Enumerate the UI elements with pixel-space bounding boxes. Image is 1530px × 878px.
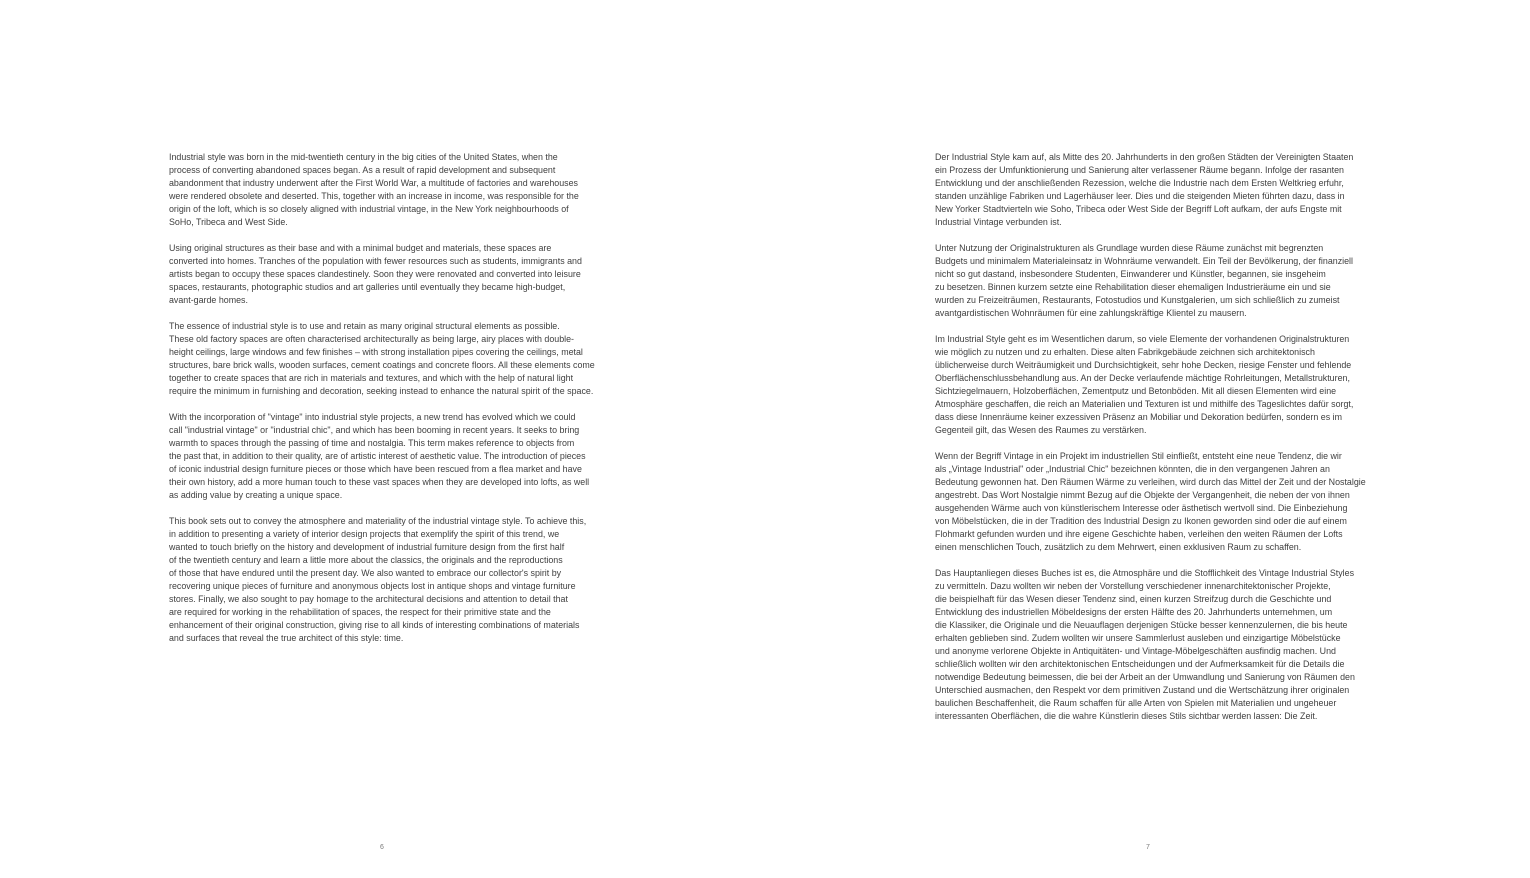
english-text-column [169, 151, 597, 658]
paragraph: Using original structures as their base and with a minimal budget and materials, these spaces are converted into homes. Tranches of the population with fewer resources such as students, immigrants and artists began to occupy these spaces clandestinely. Soon they were renovated and converted into leisure spaces, restaurants, photographic studios and art galleries until eventually they became high-budget, avant-garde homes. [169, 243, 582, 305]
paragraph: With the incorporation of "vintage" into industrial style projects, a new trend has evolved which we could call "industrial vintage" or "industrial chic", and which has been booming in recent years. It seeks to bring warmth to spaces through the passing of time and nostalgia. This term makes reference to objects from the past that, in addition to their quality, are of artistic interest of aesthetic value. The introduction of pieces of iconic industrial design furniture pieces or those which have been rescued from a flea market and have their own history, add a more human touch to these vast spaces when they are developed into lofts, as well as adding value by creating a unique space. [169, 412, 590, 500]
paragraph: The essence of industrial style is to use and retain as many original structural elements as possible. These old factory spaces are often characterised architecturally as being large, airy places with double- height ceilings, large windows and few finishes – with strong installation pipes covering the ceilings, metal structures, bare brick walls, wooden surfaces, cement coatings and concrete floors. All these elements come together to create spaces that are rich in materials and textures, and which with the help of natural light require the minimum in furnishing and decoration, seeking instead to enhance the natural spirit of the space. [169, 321, 595, 396]
paragraph: Unter Nutzung der Originalstrukturen als Grundlage wurden diese Räume zunächst mit begrenzten Budgets und minimalem Materialeinsatz in Wohnräume verwandelt. Ein Teil der Bevölkerung, der finanziell nicht so gut dastand, insbesondere Studenten, Einwanderer und Künstler, begannen, sie insgeheim zu besetzen. Binnen kurzem setzte eine Rehabilitation dieser ehemaligen Industrieräume ein und sie wurden zu Freizeiträumen, Restaurants, Fotostudios und Kunstgalerien, um sich schließlich zu zumeist avantgardistischen Wohnräumen für eine zahlungskräftige Klientel zu mausern. [935, 243, 1353, 318]
paragraph: Der Industrial Style kam auf, als Mitte des 20. Jahrhunderts in den großen Städten der Vereinigten Staaten ein Prozess der Umfunktionierung und Sanierung alter verlassener Räume begann. Infolge der rasanten Entwicklung und der anschließenden Rezession, welche die Industrie nach dem Ersten Weltkrieg erfuhr, standen unzählige Fabriken und Lagerhäuser leer. Dies und die steigenden Mieten führten dazu, dass in New Yorker Stadtvierteln wie Soho, Tribeca oder West Side der Begriff Loft aufkam, der aufs Engste mit Industrial Vintage verbunden ist. [935, 152, 1354, 227]
paragraph: Industrial style was born in the mid-twentieth century in the big cities of the United States, when the process of converting abandoned spaces began. As a result of rapid development and subsequent abandonment that industry underwent after the First World War, a multitude of factories and warehouses were rendered obsolete and deserted. This, together with an increase in income, was responsible for the origin of the loft, which is so closely aligned with industrial vintage, in the New York neighbourhoods of SoHo, Tribeca and West Side. [169, 152, 579, 227]
page-number: 6 [380, 844, 384, 851]
right-page [765, 0, 1530, 878]
german-text-column [935, 151, 1367, 736]
paragraph: Wenn der Begriff Vintage in ein Projekt im industriellen Stil einfließt, entsteht eine neue Tendenz, die wir als „Vintage Industrial" oder „Industrial Chic" bezeichnen könnten, die in den vergangenen Jahren an Bedeutung gewonnen hat. Den Räumen Wärme zu verleihen, wird durch das Mittel der Zeit und der Nostalgie angestrebt. Das Wort Nostalgie nimmt Bezug auf die Objekte der Vergangenheit, die neben der von ihnen ausgehenden Wärme auch von künstlerischem Interesse oder ästhetisch wertvoll sind. Die Einbeziehung von Möbelstücken, die in der Tradition des Industrial Design zu Ikonen geworden sind oder die auf einem Flohmarkt gefunden wurden und ihre eigene Geschichte haben, verleihen den weiten Räumen der Lofts einen menschlichen Touch, zusätzlich zu dem Mehrwert, einen exklusiven Raum zu schaffen. [935, 451, 1366, 552]
paragraph: This book sets out to convey the atmosphere and materiality of the industrial vintage style. To achieve this, in addition to presenting a variety of interior design projects that exemplify the spirit of this trend, we wanted to touch briefly on the history and development of industrial furniture design from the first half of the twentieth century and learn a little more about the classics, the originals and the reproductions of those that have endured until the present day. We also wanted to embrace our collector's spirit by recovering unique pieces of furniture and anonymous objects lost in antique shops and vintage furniture stores. Finally, we also sought to pay homage to the architectural decisions and attention to detail that are required for working in the rehabilitation of spaces, the respect for their primitive state and the enhancement of their original construction, giving rise to all kinds of interesting combinations of materials and surfaces that reveal the true architect of this style: time. [169, 516, 587, 643]
paragraph: Im Industrial Style geht es im Wesentlichen darum, so viele Elemente der vorhandenen Originalstrukturen wie möglich zu nutzen und zu erhalten. Diese alten Fabrikgebäude zeichnen sich architektonisch üblicherweise durch Weiträumigkeit und Durchsichtigkeit, sehr hohe Decken, riesige Fenster und fehlende Oberflächenschlussbehandlung aus. An der Decke verlaufende mächtige Rohrleitungen, Metallstrukturen, Sichtziegelmauern, Holzoberflächen, Zementputz und Betonböden. Mit all diesen Elementen wird eine Atmosphäre geschaffen, die reich an Materialien und Texturen ist und mithilfe des Tageslichtes dafür sorgt, dass diese Innenräume keiner exzessiven Präsenz an Mobiliar und Dekoration bedürfen, sondern es im Gegenteil gilt, das Wesen des Raumes zu verstärken. [935, 334, 1354, 435]
page-number: 7 [1146, 844, 1150, 851]
paragraph: Das Hauptanliegen dieses Buches ist es, die Atmosphäre und die Stofflichkeit des Vintage Industrial Styles zu vermitteln. Dazu wollten wir neben der Vorstellung verschiedener innenarchitektonischer Projekte, die beispielhaft für das Wesen dieser Tendenz sind, einen kurzen Streifzug durch die Geschichte und Entwicklung des industriellen Möbeldesigns der ersten Hälfte des 20. Jahrhunderts unternehmen, um die Klassiker, die Originale und die Neuauflagen derjenigen Stücke besser kennenzulernen, die bis heute erhalten geblieben sind. Zudem wollten wir unsere Sammlerlust ausleben und einzigartige Möbelstücke und anonyme verlorene Objekte in Antiquitäten- und Vintage-Möbelgeschäften ausfindig machen. Und schließlich wollten wir den architektonischen Entscheidungen und der Aufmerksamkeit für die Details die notwendige Bedeutung beimessen, die bei der Arbeit an der Umwandlung und Sanierung von Räumen den Unterschied ausmachen, den Respekt vor dem primitiven Zustand und die Wertschätzung ihrer originalen baulichen Beschaffenheit, die Raum schaffen für alle Arten von Spielen mit Materialien und ungeheuer interessanten Oberflächen, die die wahre Künstlerin dieses Stils sichtbar werden lassen: Die Zeit. [935, 568, 1355, 721]
